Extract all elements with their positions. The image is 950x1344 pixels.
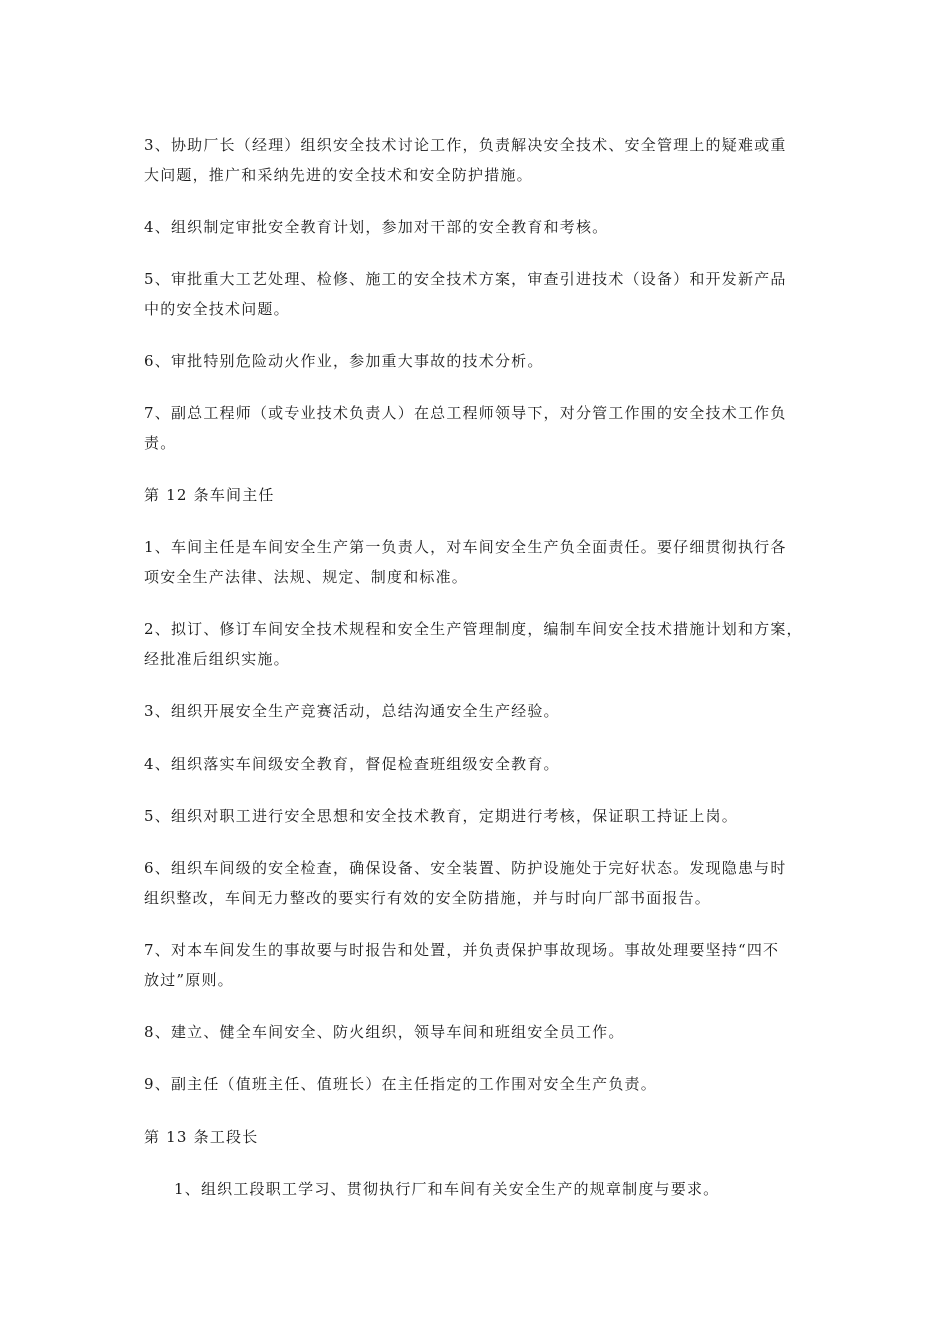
paragraph-line: 经批准后组织实施。 [144, 650, 290, 668]
paragraph-item-6 [144, 346, 816, 376]
paragraph-line: 大问题，推广和采纳先进的安全技术和安全防护措施。 [144, 166, 533, 184]
paragraph-line: 6、组织车间级的安全检查，确保设备、安全装置、防护设施处于完好状态。发现隐患与时 [144, 859, 787, 877]
paragraph-line: 2、拟订、修订车间安全技术规程和安全生产管理制度，编制车间安全技术措施计划和方案， [144, 620, 803, 638]
paragraph-line: 3、协助厂长（经理）组织安全技术讨论工作，负责解决安全技术、安全管理上的疑难或重 [144, 136, 787, 154]
paragraph-line: 责。 [144, 434, 177, 452]
paragraph-item-4b [144, 749, 816, 779]
paragraph-item-3b [144, 696, 816, 726]
section-heading-article-13 [144, 1122, 816, 1152]
paragraph-line: 8、建立、健全车间安全、防火组织，领导车间和班组安全员工作。 [144, 1023, 625, 1041]
paragraph-line: 放过”原则。 [144, 971, 234, 989]
paragraph-item-3 [144, 130, 816, 190]
paragraph-line: 5、组织对职工进行安全思想和安全技术教育，定期进行考核，保证职工持证上岗。 [144, 807, 738, 825]
section-heading-text: 第 12 条车间主任 [144, 486, 275, 504]
paragraph-item-7b [144, 935, 816, 995]
paragraph-line: 4、组织制定审批安全教育计划，参加对干部的安全教育和考核。 [144, 218, 609, 236]
paragraph-item-8 [144, 1017, 816, 1047]
paragraph-line: 7、对本车间发生的事故要与时报告和处置，并负责保护事故现场。事故处理要坚持“四不 [144, 941, 780, 959]
paragraph-item-5b [144, 801, 816, 831]
paragraph-line: 组织整改，车间无力整改的要实行有效的安全防措施，并与时向厂部书面报告。 [144, 889, 712, 907]
paragraph-item-2 [144, 614, 816, 674]
paragraph-line: 9、副主任（值班主任、值班长）在主任指定的工作围对安全生产负责。 [144, 1075, 657, 1093]
paragraph-item-1 [144, 532, 816, 592]
section-heading-text: 第 13 条工段长 [144, 1128, 259, 1146]
paragraph-line: 1、组织工段职工学习、贯彻执行厂和车间有关安全生产的规章制度与要求。 [174, 1180, 720, 1198]
paragraph-line: 项安全生产法律、法规、规定、制度和标准。 [144, 568, 469, 586]
paragraph-line: 中的安全技术问题。 [144, 300, 290, 318]
paragraph-item-7 [144, 398, 816, 458]
paragraph-line: 3、组织开展安全生产竞赛活动，总结沟通安全生产经验。 [144, 702, 560, 720]
paragraph-item-6b [144, 853, 816, 913]
paragraph-line: 5、审批重大工艺处理、检修、施工的安全技术方案，审查引进技术（设备）和开发新产品 [144, 270, 787, 288]
paragraph-item-5 [144, 264, 816, 324]
section-heading-article-12 [144, 480, 816, 510]
paragraph-line: 1、车间主任是车间安全生产第一负责人，对车间安全生产负全面责任。要仔细贯彻执行各 [144, 538, 787, 556]
paragraph-line: 7、副总工程师（或专业技术负责人）在总工程师领导下，对分管工作围的安全技术工作负 [144, 404, 787, 422]
paragraph-line: 4、组织落实车间级安全教育，督促检查班组级安全教育。 [144, 755, 560, 773]
paragraph-item-4 [144, 212, 816, 242]
paragraph-item-1b [174, 1174, 846, 1204]
paragraph-line: 6、审批特别危险动火作业，参加重大事故的技术分析。 [144, 352, 544, 370]
paragraph-item-9 [144, 1069, 816, 1099]
